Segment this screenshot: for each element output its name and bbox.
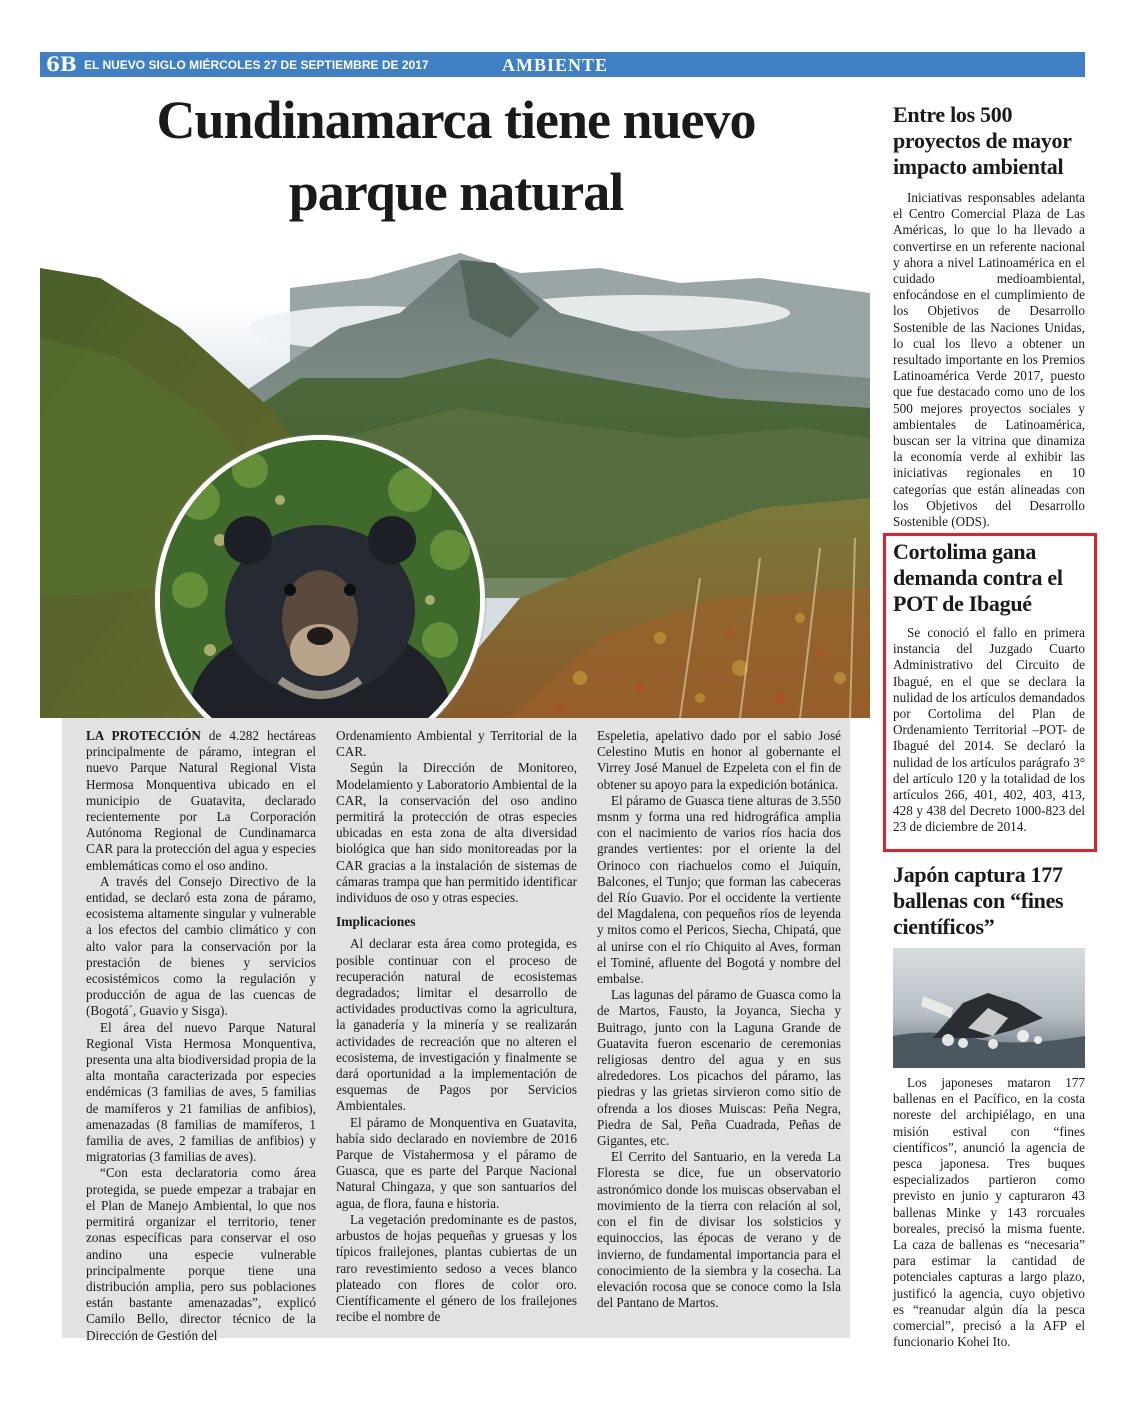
- article-paragraph: A través del Consejo Directivo de la entidad, se declaró esta zona de páramo, ecosistema altamente singular y vulnerable a los efectos del cambio climático y con alto valor para la conservación por la prestación de bienes y servicios ecosistémicos como la regulación y producción de agua de las cuencas de (Bogotá´, Guavio y Sisga).: [86, 873, 316, 1019]
- headline-line-1: Cundinamarca tiene nuevo: [156, 90, 756, 150]
- article-paragraph: El área del nuevo Parque Natural Regional Vista Hermosa Monquentiva, presenta una alta biodiversidad propia de la alta montaña caracterizada por especies endémicas (3 familias de aves, 5 familias de mamíferos y 21 familias de anfibios), amenazadas (8 familias de mamíferos, 1 familia de aves, 2 familias de anfibios) y migratorias (3 familias de aves).: [86, 1019, 316, 1165]
- sidebar-headline-1: Entre los 500 proyectos de mayor impacto ambiental: [893, 102, 1072, 179]
- sidebar-headline-2: Cortolima gana demanda contra el POT de Ibagué: [893, 539, 1063, 616]
- headline-line-2: parque natural: [288, 162, 624, 222]
- whale-photo: [893, 948, 1085, 1068]
- article-paragraph: Ordenamiento Ambiental y Territorial de la CAR.: [336, 728, 577, 760]
- article-paragraph: El páramo de Guasca tiene alturas de 3.550 msnm y forma una red hidrográfica amplia con el nacimiento de varios ríos hacia dos grandes vertientes: por el oriente la del Orinoco con riachuelos como el Juiquín, Balcones, el Tunjo; que forman las cabeceras del Río Guavio. Por el occidente la vertiente del Magdalena, con pequeños ríos de leyenda y mitos como el Pericos, Siecha, Chipatá, que al unirse con el río Chiquito al Aves, forman el Tominé, afluente del Bogotá y nombre del embalse.: [597, 792, 841, 987]
- sidebar-paragraph: Se conoció el fallo en primera instancia del Juzgado Cuarto Administrativo del Circuito de Ibagué, en el que se declara la nulidad de los artículos demandados por Cortolima del Plan de Ordenamiento Territorial –POT- de Ibagué del 2014. Se declaró la nulidad de los artículos parágrafo 3° del artículo 120 y la totalidad de los artículos 266, 401, 402, 403, 413, 428 y 438 del Decreto 1000-823 del 23 de diciembre de 2014.: [893, 625, 1085, 835]
- article-column-2: [336, 728, 577, 1325]
- article-lead-in: LA PROTECCIÓN: [86, 728, 201, 743]
- sidebar-headline-3: Japón captura 177 ballenas con “fines científicos”: [893, 862, 1064, 939]
- sidebar-paragraph: Iniciativas responsables adelanta el Centro Comercial Plaza de Las Américas, lo que lo ha llevado a convertirse en un referente nacional y ahora a nivel Latinoamérica en el cuidado medioambiental, enfocándose en el cumplimiento de los Objetivos de Desarrollo Sostenible de las Naciones Unidas, lo cual los llevo a obtener un resultado importante en los Premios Latinoamérica Verde 2017, puesto que fue destacado como uno de los 500 mejores proyectos sociales y ambientales de Latinoamérica, buscan ser la vitrina que dinamiza la economía verde al exhibir las iniciativas regionales en 10 categorías que están alineadas con los Objetivos del Desarrollo Sostenible (ODS).: [893, 190, 1085, 530]
- article-paragraph: El Cerrito del Santuario, en la vereda La Floresta se dice, fue un observatorio astronómico donde los muiscas observaban el movimiento de la tierra con relación al sol, con el fin de divisar los solsticios y equinoccios, las épocas de verano y de invierno, de fundamental importancia para el conocimiento de la siembra y la cosecha. La elevación rocosa que se conoce como la Isla del Pantano de Martos.: [597, 1149, 841, 1311]
- article-subheading: Implicaciones: [336, 914, 416, 930]
- article-paragraph: Según la Dirección de Monitoreo, Modelamiento y Laboratorio Ambiental de la CAR, la conservación del oso andino permitirá la protección de otras especies ubicadas en esta zona de alta diversidad biológica que han sido monitoreadas por la CAR gracias a la instalación de sistemas de cámaras trampa que han permitido identificar individuos de oso y otras especies.: [336, 760, 577, 906]
- andean-bear-photo: [155, 435, 485, 765]
- article-paragraph: Las lagunas del páramo de Guasca como la de Martos, Fausto, la Joyanca, Siecha y Buitrago, junto con la Laguna Grande de Guatavita fueron escenario de ceremonias religiosas dentro del agua y en sus alrededores. Los picachos del páramo, las piedras y las grietas sirvieron como sitio de ofrenda a los dioses Muiscas: Peña Negra, Piedra de Sal, Peña Cuadrada, Peñas de Gigantes, etc.: [597, 987, 841, 1149]
- headline: [62, 84, 850, 228]
- section-header-bar: [40, 52, 1085, 77]
- article-paragraph: Espeletia, apelativo dado por el sabio José Celestino Mutis en honor al gobernante el Virrey José Manuel de Ezpeleta con el fin de obtener su apoyo para la expedición botánica.: [597, 728, 841, 792]
- article-column-3: [597, 728, 841, 1311]
- article-paragraph: La vegetación predominante es de pastos, arbustos de hojas pequeñas y gruesas y los típicos frailejones, plantas cubiertas de un raro revestimiento sedoso a veces blanco plateado con flores de color oro. Científicamente el género de los frailejones recibe el nombre de: [336, 1211, 577, 1325]
- section-name: AMBIENTE: [502, 55, 609, 75]
- article-paragraph: “Con esta declaratoria como área protegida, se puede empezar a trabajar en el Plan de Manejo Ambiental, lo que nos permitirá organizar el territorio, tener zonas específicas para conservar el oso andino una especie vulnerable principalmente porque tiene una distribución amplia, pero sus poblaciones están bastante amenazadas”, explicó Camilo Bello, director técnico de la Dirección de Gestión del: [86, 1165, 316, 1343]
- article-paragraph: Al declarar esta área como protegida, es posible continuar con el proceso de recuperación natural de ecosistemas degradados; limitar el desarrollo de actividades productivas como la agricultura, la ganadería y la minería y se realizarán actividades de recreación que no alteren el ecosistema, de investigación y finalmente se dará oportunidad a la implementación de esquemas de Pagos por Servicios Ambientales.: [336, 936, 577, 1114]
- page-number: 6B: [46, 52, 77, 76]
- article-column-1: [86, 728, 316, 1344]
- masthead-date: EL NUEVO SIGLO MIÉRCOLES 27 DE SEPTIEMBRE DE 2017: [84, 58, 429, 72]
- article-paragraph: El páramo de Monquentiva en Guatavita, había sido declarado en noviembre de 2016 Parque de Vistahermosa y el páramo de Guasca, que es parte del Parque Nacional Natural Chingaza, y que son santuarios del agua, de flora, fauna e historia.: [336, 1114, 577, 1211]
- sidebar-text-3: [893, 1075, 1085, 1350]
- sidebar-paragraph: Los japoneses mataron 177 ballenas en el Pacífico, en la costa noreste del archipiélago, en una misión estival con “fines científicos”, anunció la agencia de pesca japonesa. Tres buques especializados partieron como previsto en junio y capturaron 43 ballenas Minke y 143 rorcuales boreales, precisó la misma fuente. La caza de ballenas es “necesaria” para estimar la cantidad de potenciales capturas a largo plazo, justificó la agencia, cuyo objetivo es “reanudar algún día la pesca comercial”, precisó a la AFP el funcionario Kohei Ito.: [893, 1075, 1085, 1350]
- sidebar-text-1: [893, 190, 1085, 530]
- article-paragraph: LA PROTECCIÓN de 4.282 hectáreas principalmente de páramo, integran el nuevo Parque Natural Regional Vista Hermosa Monquentiva ubicado en el municipio de Guatavita, declarado recientemente por La Corporación Autónoma Regional de Cundinamarca CAR para la protección del agua y especies emblemáticas como el oso andino.: [86, 728, 317, 873]
- sidebar-text-2: [893, 625, 1085, 836]
- article-body: [62, 718, 850, 1343]
